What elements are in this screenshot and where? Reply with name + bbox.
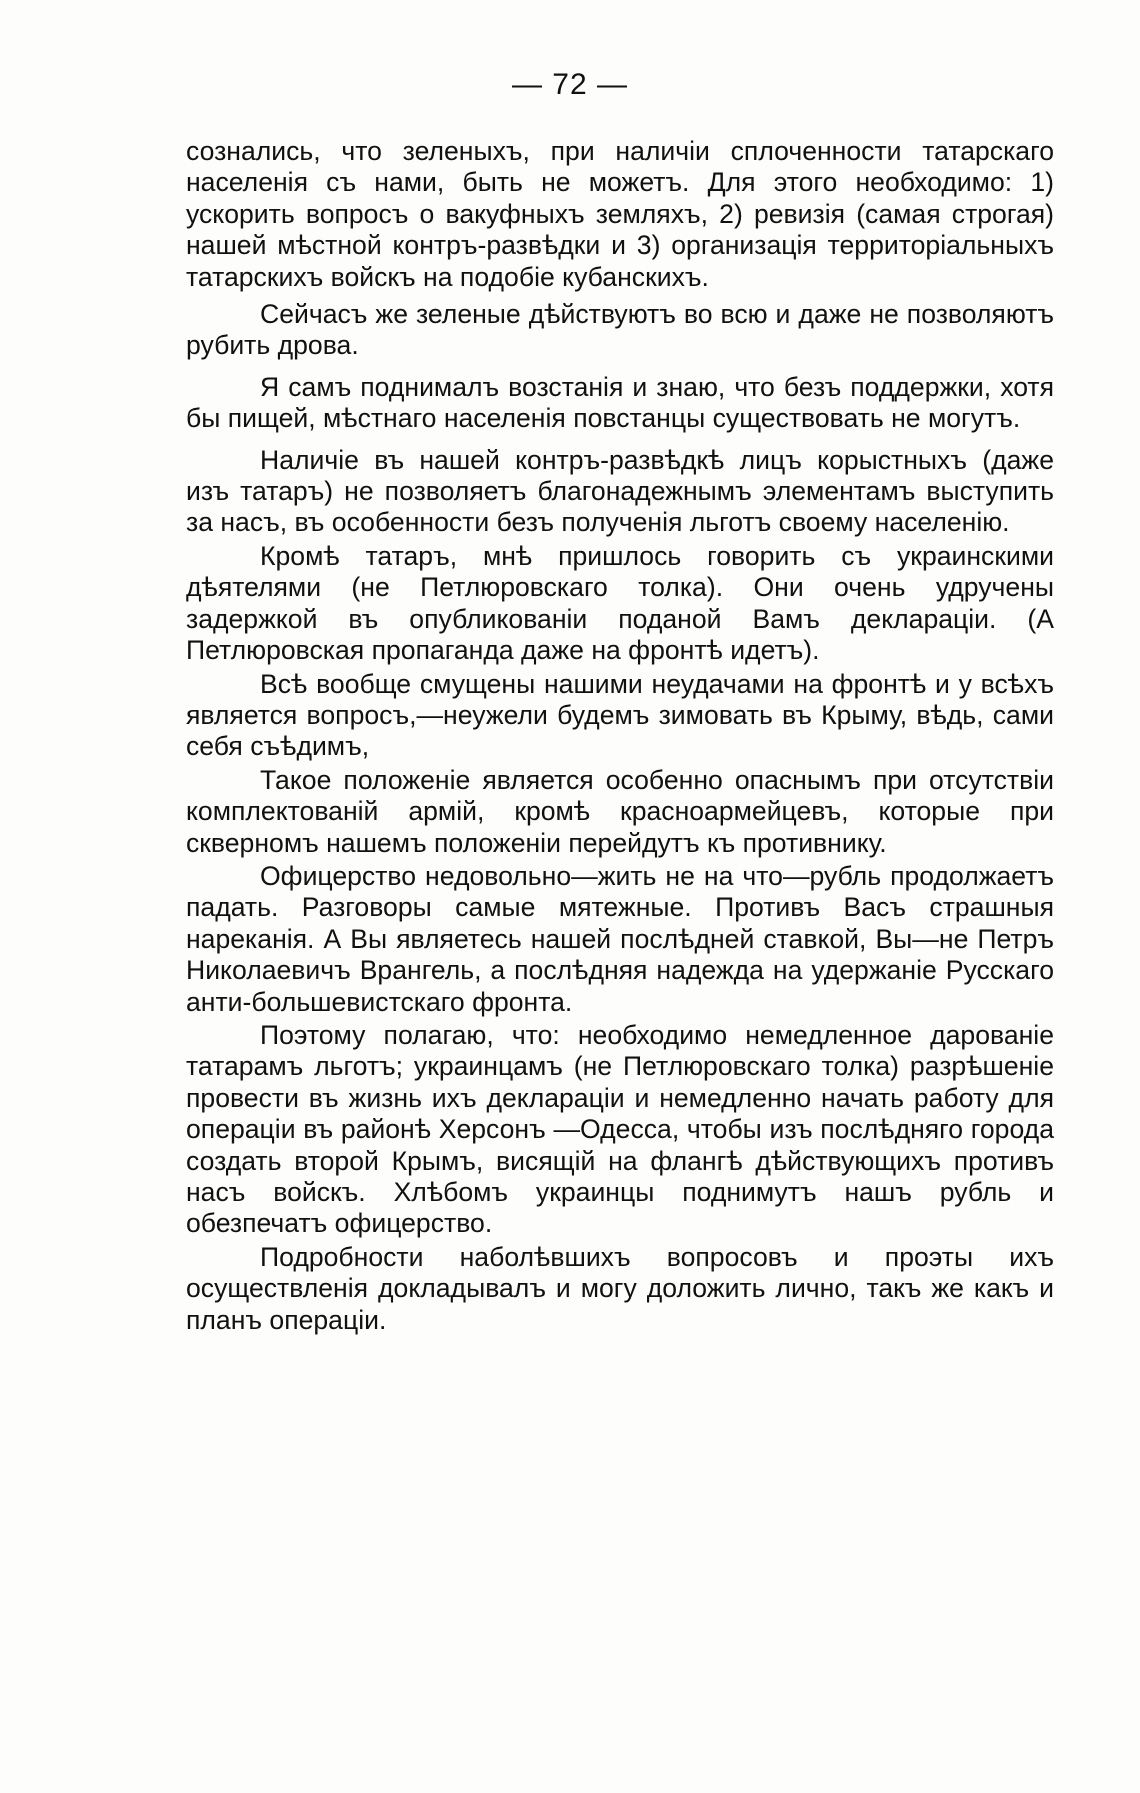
body-text [186, 136, 1054, 1336]
paragraph: Я самъ поднималъ возстанія и знаю, что безъ поддержки, хотя бы пищей, мѣстнаго населенія повстанцы существовать не могутъ. [186, 371, 1054, 434]
page-number: — 72 — [511, 68, 629, 101]
paragraph: Всѣ вообще смущены нашими неудачами на фронтѣ и у всѣхъ является вопросъ,—неужели будемъ зимовать въ Крыму, вѣдь, сами себя съѣдимъ, [186, 668, 1054, 762]
paragraph: Офицерство недовольно—жить не на что—рубль продолжаетъ падать. Разговоры самые мятежные. Противъ Васъ страшныя нареканія. А Вы являетесь нашей послѣдней ставкой, Вы—не Петръ Николаевичъ Врангель, а послѣдняя надежда на удержаніе Русскаго анти-большевистскаго фронта. [186, 860, 1054, 1017]
paragraph: Такое положеніе является особенно опаснымъ при отсутствіи комплектованій армій, кромѣ красноармейцевъ, которые при скверномъ нашемъ положеніи перейдутъ къ противнику. [186, 764, 1054, 858]
paragraph: Кромѣ татаръ, мнѣ пришлось говорить съ украинскими дѣятелями (не Петлюровскаго толка). Они очень удручены задержкой въ опубликованіи поданой Вамъ декларацiи. (А Петлюровская пропаганда даже на фронтѣ идетъ). [186, 540, 1054, 666]
paragraph: Сейчасъ же зеленые дѣйствуютъ во всю и даже не позволяютъ рубить дрова. [186, 299, 1054, 361]
paragraph: Наличіе въ нашей контръ-развѣдкѣ лицъ корыстныхъ (даже изъ татаръ) не позволяетъ благонадежнымъ элементамъ выступить за насъ, въ особенности безъ полученія льготъ своему населенію. [186, 444, 1054, 538]
paragraph: Подробности наболѣвшихъ вопросовъ и проэты ихъ осуществленія докладывалъ и могу доложить лично, такъ же какъ и планъ операціи. [186, 1241, 1054, 1335]
paragraph: Поэтому полагаю, что: необходимо немедленное дарованіе татарамъ льготъ; украинцамъ (не Петлюровскаго толка) разрѣшеніе провести въ жизнь ихъ декларацiи и немедленно начать работу для операцiи въ районѣ Херсонъ —Одесса, чтобы изъ послѣдняго города создать второй Крымъ, висящій на флангѣ дѣйствующихъ противъ насъ войскъ. Хлѣбомъ украинцы поднимутъ нашъ рубль и обезпечатъ офицерство. [186, 1019, 1054, 1239]
paragraph: сознались, что зеленыхъ, при наличіи сплоченности татарскаго населенія съ нами, быть не можетъ. Для этого необходимо: 1) ускорить вопросъ о вакуфныхъ земляхъ, 2) ревизія (самая строгая) нашей мѣстной контръ-развѣдки и 3) организація территоріальныхъ татарскихъ войскъ на подобіе кубанскихъ. [186, 136, 1054, 292]
